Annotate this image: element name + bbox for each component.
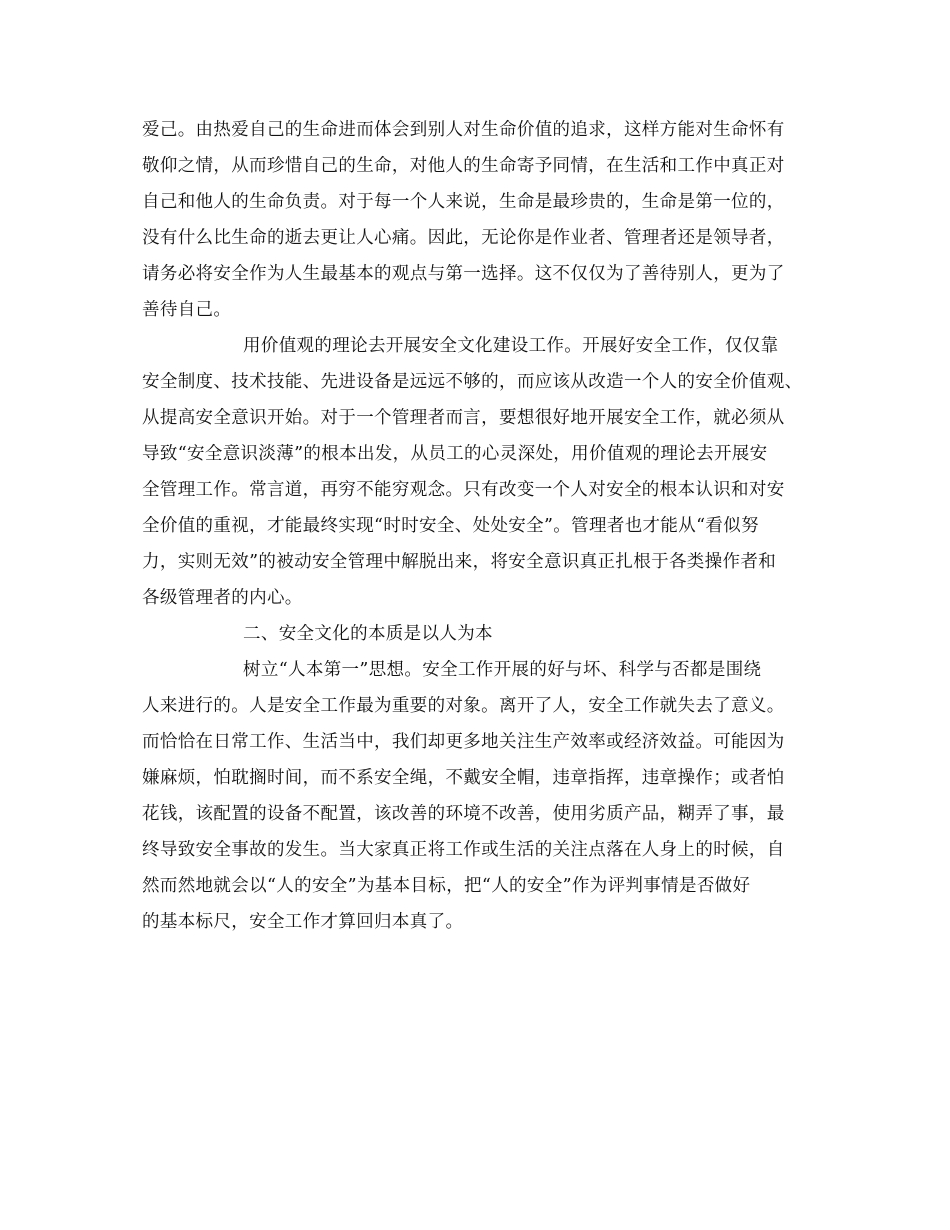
text-line: 请务必将安全作为人生最基本的观点与第一选择。这不仅仅为了善待别人，更为了 [142,264,785,284]
text-line: 而恰恰在日常工作、生活当中，我们却更多地关注生产效率或经济效益。可能因为 [142,732,785,752]
text-line: 安全制度、技术技能、先进设备是远远不够的，而应该从改造一个人的安全价值观、 [142,372,803,392]
text-line: 敬仰之情，从而珍惜自己的生命，对他人的生命寄予同情，在生活和工作中真正对 [142,156,785,176]
paragraph-first-line: 用价值观的理论去开展安全文化建设工作。开展好安全工作，仅仅靠 [243,336,779,356]
text-line: 自己和他人的生命负责。对于每一个人来说，生命是最珍贵的，生命是第一位的， [142,192,785,212]
text-line: 力，实则无效”的被动安全管理中解脱出来，将安全意识真正扎根于各类操作者和 [142,552,777,572]
text-line: 爱己。由热爱自己的生命进而体会到别人对生命价值的追求，这样方能对生命怀有 [142,120,785,140]
paragraph-first-line: 树立“人本第一”思想。安全工作开展的好与坏、科学与否都是围绕 [243,660,762,680]
text-line: 善待自己。 [142,300,232,320]
section-heading: 二、安全文化的本质是以人为本 [243,624,493,644]
text-line: 嫌麻烦，怕耽搁时间，而不系安全绳，不戴安全帽，违章指挥，违章操作；或者怕 [142,768,785,788]
text-line: 没有什么比生命的逝去更让人心痛。因此，无论你是作业者、管理者还是领导者， [142,228,785,248]
text-line: 然而然地就会以“人的安全”为基本目标，把“人的安全”作为评判事情是否做好 [142,876,751,896]
text-line: 的基本标尺，安全工作才算回归本真了。 [142,912,464,932]
text-line: 终导致安全事故的发生。当大家真正将工作或生活的关注点落在人身上的时候，自 [142,840,785,860]
text-line: 花钱，该配置的设备不配置，该改善的环境不改善，使用劣质产品，糊弄了事，最 [142,804,785,824]
text-line: 全管理工作。常言道，再穷不能穷观念。只有改变一个人对安全的根本认识和对安 [142,480,785,500]
text-line: 各级管理者的内心。 [142,588,303,608]
text-line: 全价值的重视，才能最终实现“时时安全、处处安全”。管理者也才能从“看似努 [142,516,759,536]
text-line: 导致“安全意识淡薄”的根本出发，从员工的心灵深处，用价值观的理论去开展安 [142,444,768,464]
text-line: 从提高安全意识开始。对于一个管理者而言，要想很好地开展安全工作，就必须从 [142,408,785,428]
text-line: 人来进行的。人是安全工作最为重要的对象。离开了人，安全工作就失去了意义。 [142,696,785,716]
